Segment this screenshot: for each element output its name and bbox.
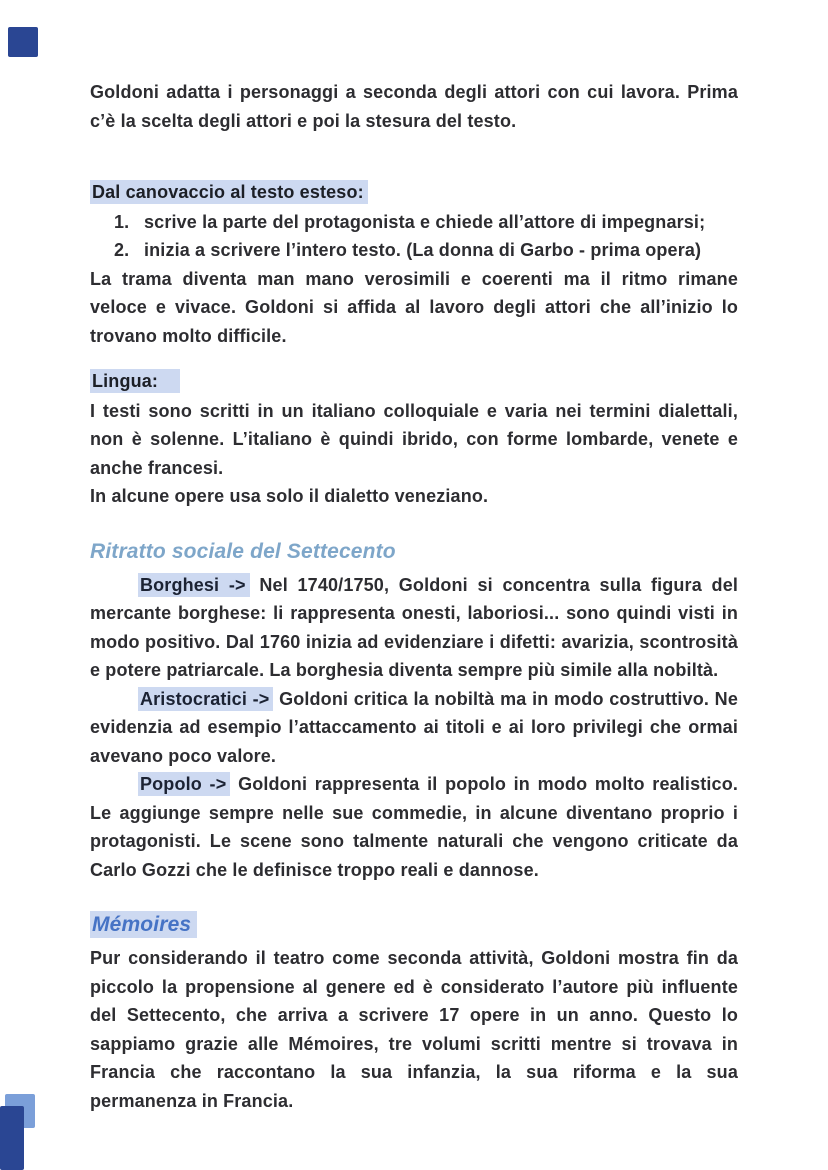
- section-heading-ritratto: Ritratto sociale del Settecento: [90, 539, 396, 563]
- lingua-paragraph: I testi sono scritti in un italiano colloquiale e varia nei termini dialettali, non è solenne. L’italiano è quindi ibrido, con forme lombarde, venete e anche francesi.: [90, 400, 738, 478]
- paragraph-text: Goldoni critica la nobiltà ma in modo costruttivo. Ne evidenzia ad esempio l’attaccamento ai titoli e ai loro privilegi che ormai avevano poco valore.: [90, 688, 738, 766]
- section-heading-memoires: [90, 911, 197, 938]
- highlighted-label-borghesi: Borghesi ->: [138, 573, 250, 597]
- section-memoires: [90, 911, 738, 1115]
- document-content: [90, 78, 738, 1115]
- section-ritratto: [90, 538, 738, 885]
- numbered-list: [90, 208, 738, 265]
- highlighted-label-popolo: Popolo ->: [138, 772, 230, 796]
- memoires-paragraph: Pur considerando il teatro come seconda attività, Goldoni mostra fin da piccolo la propensione al genere ed è considerato l’autore più influente del Settecento, che arriva a scrivere 17 opere in un anno. Questo lo sappiamo grazie alle Mémoires, tre volumi scritti mentre si trovava in Francia che raccontano la sua infanzia, la sua riforma e la sua permanenza in Francia.: [90, 948, 738, 1111]
- highlighted-heading: Dal canovaccio al testo esteso:: [90, 180, 368, 204]
- list-item-number: 2.: [114, 240, 130, 260]
- highlighted-label-aristocratici: Aristocratici ->: [138, 687, 273, 711]
- lingua-paragraph-2: In alcune opere usa solo il dialetto veneziano.: [90, 486, 489, 506]
- corner-decoration-bottom-left: [0, 1070, 44, 1170]
- corner-decoration-dark-bar: [0, 1106, 24, 1170]
- paragraph-text: Goldoni rappresenta il popolo in modo molto realistico. Le aggiunge sempre nelle sue commedie, in alcune diventano proprio i protagonisti. Le scene sono talmente naturali che vengono criticate da Carlo Gozzi che le definisce troppo reali e dannose.: [90, 774, 738, 880]
- corner-decoration-top-left: [8, 27, 38, 57]
- ritratto-popolo-paragraph: [90, 770, 738, 884]
- paragraph-text: Nel 1740/1750, Goldoni si concentra sulla figura del mercante borghese: li rappresenta onesti, laboriosi... sono quindi visti in modo positivo. Dal 1760 inizia ad evidenziare i difetti: avarizia, scontrosità e potere patriarcale. La borghesia diventa sempre più simile alla nobiltà.: [90, 574, 739, 680]
- intro-paragraph: Goldoni adatta i personaggi a seconda degli attori con cui lavora. Prima c’è la scelta degli attori e poi la stesura del testo.: [90, 82, 738, 131]
- section-heading-canovaccio: [90, 178, 738, 207]
- list-item-number: 1.: [114, 211, 130, 232]
- section-heading-lingua: [90, 367, 738, 396]
- list-item: [90, 208, 738, 237]
- highlighted-heading: Mémoires: [90, 911, 197, 938]
- ritratto-borghesi-paragraph: [90, 571, 738, 685]
- canovaccio-paragraph: La trama diventa man mano verosimili e coerenti ma il ritmo rimane veloce e vivace. Goldoni si affida al lavoro degli attori che all’inizio lo trovano molto difficile.: [90, 268, 738, 346]
- highlighted-heading: Lingua:: [90, 369, 180, 393]
- ritratto-aristocratici-paragraph: [90, 685, 738, 771]
- list-item: [90, 236, 738, 265]
- list-item-text: scrive la parte del protagonista e chiede all’attore di impegnarsi;: [144, 211, 706, 232]
- list-item-text: inizia a scrivere l’intero testo. (La donna di Garbo - prima opera): [144, 240, 702, 260]
